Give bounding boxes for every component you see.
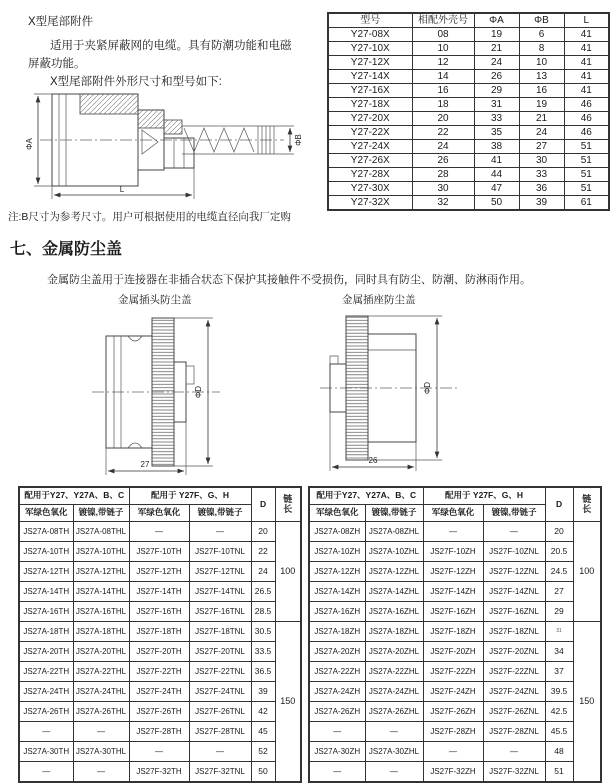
model-cell: JS27F-32ZNL xyxy=(483,762,545,783)
table-cell: 44 xyxy=(474,168,519,182)
model-cell: JS27F-20TH xyxy=(129,642,189,662)
table-row xyxy=(328,168,609,182)
d-value-cell: 48 xyxy=(545,742,573,762)
table-cell: 30 xyxy=(519,154,564,168)
table-row xyxy=(19,662,301,682)
column-header: 镀镍,带链子 xyxy=(483,505,545,522)
table-cell: 41 xyxy=(564,42,609,56)
model-cell: JS27A-24TH xyxy=(19,682,73,702)
d-value-cell: 27 xyxy=(545,582,573,602)
d-value-cell: 29 xyxy=(545,602,573,622)
model-cell: JS27A-22THL xyxy=(73,662,129,682)
model-cell: JS27A-12THL xyxy=(73,562,129,582)
table-cell: 18 xyxy=(412,98,474,112)
table-row xyxy=(19,622,301,642)
socket-cover-drawing-label: 金属插座防尘盖 xyxy=(342,294,416,306)
x-section-desc-line3: X型尾部附件外形尺寸和型号如下: xyxy=(50,76,222,88)
table-row xyxy=(328,126,609,140)
table-cell: Y27-28X xyxy=(328,168,412,182)
socket-dust-cover-drawing xyxy=(318,306,473,472)
d-value-cell: 24 xyxy=(251,562,275,582)
table-cell: Y27-30X xyxy=(328,182,412,196)
model-cell: JS27F-10TH xyxy=(129,542,189,562)
table-row xyxy=(328,140,609,154)
d-value-cell: 50 xyxy=(251,762,275,783)
table-row xyxy=(309,702,601,722)
model-cell: JS27A-12ZH xyxy=(309,562,365,582)
model-cell: JS27F-18TNL xyxy=(189,622,251,642)
column-header: 军绿色氧化 xyxy=(309,505,365,522)
table-cell: Y27-16X xyxy=(328,84,412,98)
table-row xyxy=(328,28,609,42)
d-value-cell: 30.5 xyxy=(251,622,275,642)
group-header-y27abc: 配用于Y27、Y27A、B、C xyxy=(19,487,129,505)
model-cell: JS27A-08THL xyxy=(73,522,129,542)
table-cell: Y27-14X xyxy=(328,70,412,84)
model-cell: JS27F-16ZH xyxy=(423,602,483,622)
table-row xyxy=(19,562,301,582)
table-row xyxy=(328,56,609,70)
model-cell: JS27A-10THL xyxy=(73,542,129,562)
model-cell: JS27A-08ZH xyxy=(309,522,365,542)
model-cell: JS27F-20ZH xyxy=(423,642,483,662)
group-header-y27fgh: 配用于 Y27F、G、H xyxy=(423,487,545,505)
column-header: 镀镍,带链子 xyxy=(365,505,423,522)
table-cell: Y27-18X xyxy=(328,98,412,112)
x-section-desc-line2: 屏蔽功能。 xyxy=(28,58,86,70)
table-row xyxy=(328,42,609,56)
model-cell: JS27A-18THL xyxy=(73,622,129,642)
d-value-cell: 24.5 xyxy=(545,562,573,582)
table-cell: 46 xyxy=(564,126,609,140)
model-cell: JS27A-16ZH xyxy=(309,602,365,622)
model-cell: — xyxy=(483,522,545,542)
d-value-cell: 20 xyxy=(251,522,275,542)
model-cell: JS27F-14TH xyxy=(129,582,189,602)
table-row xyxy=(328,154,609,168)
model-cell: JS27A-24ZH xyxy=(309,682,365,702)
table-cell: 32 xyxy=(412,196,474,211)
plug-phi-d-label: ΦD xyxy=(194,385,203,399)
d-value-cell: 52 xyxy=(251,742,275,762)
column-header-chain-length: 链长 xyxy=(275,487,301,522)
d-value-cell: 39 xyxy=(251,682,275,702)
model-cell: — xyxy=(423,522,483,542)
table-header-row xyxy=(328,13,609,28)
model-cell: JS27F-12TH xyxy=(129,562,189,582)
model-cell: JS27F-26ZH xyxy=(423,702,483,722)
d-value-cell: 42.5 xyxy=(545,702,573,722)
model-cell: JS27A-18TH xyxy=(19,622,73,642)
table-cell: 21 xyxy=(519,112,564,126)
model-cell: JS27F-28ZNL xyxy=(483,722,545,742)
model-cell: JS27F-14TNL xyxy=(189,582,251,602)
model-cell: JS27F-20TNL xyxy=(189,642,251,662)
table-row xyxy=(309,622,601,642)
model-cell: JS27A-24THL xyxy=(73,682,129,702)
model-cell: JS27F-28TNL xyxy=(189,722,251,742)
socket-width-dim-label: 26 xyxy=(368,456,378,465)
x-dimensions-table xyxy=(327,12,610,211)
table-cell: 16 xyxy=(412,84,474,98)
model-cell: JS27F-24TH xyxy=(129,682,189,702)
model-cell: JS27F-14ZH xyxy=(423,582,483,602)
table-cell: 13 xyxy=(519,70,564,84)
model-cell: JS27A-30THL xyxy=(73,742,129,762)
note-text: 注:B尺寸为参考尺寸。用户可根据使用的电缆直径向我厂定购 xyxy=(8,211,291,223)
table-row xyxy=(19,602,301,622)
model-cell: — xyxy=(73,762,129,783)
table-cell: 51 xyxy=(564,168,609,182)
model-cell: — xyxy=(129,522,189,542)
column-header: 型号 xyxy=(328,13,412,28)
column-header-d: D xyxy=(251,487,275,522)
table-row xyxy=(19,762,301,783)
table-cell: Y27-26X xyxy=(328,154,412,168)
d-value-cell: 36.5 xyxy=(251,662,275,682)
table-cell: 41 xyxy=(564,56,609,70)
model-cell: JS27F-12ZNL xyxy=(483,562,545,582)
phi-a-label: ΦA xyxy=(25,138,34,150)
table-cell: 6 xyxy=(519,28,564,42)
table-row xyxy=(328,196,609,211)
table-cell: 38 xyxy=(474,140,519,154)
table-group-header-row xyxy=(309,487,601,505)
table-cell: Y27-20X xyxy=(328,112,412,126)
section-seven-description: 金属防尘盖用于连接器在非插合状态下保护其接触件不受损伤，同时具有防尘、防潮、防淋雨作用。 xyxy=(47,274,531,286)
model-cell: JS27A-20TH xyxy=(19,642,73,662)
model-cell: JS27F-20ZNL xyxy=(483,642,545,662)
table-cell: 36 xyxy=(519,182,564,196)
table-cell: 08 xyxy=(412,28,474,42)
model-cell: — xyxy=(423,742,483,762)
plug-dust-cover-table xyxy=(18,486,302,783)
model-cell: JS27A-08ZHL xyxy=(365,522,423,542)
model-cell: JS27A-30ZH xyxy=(309,742,365,762)
model-cell: JS27F-28TH xyxy=(129,722,189,742)
table-row xyxy=(309,522,601,542)
model-cell: JS27A-22ZHL xyxy=(365,662,423,682)
model-cell: JS27A-08TH xyxy=(19,522,73,542)
model-cell: JS27A-14ZH xyxy=(309,582,365,602)
model-cell: — xyxy=(309,762,365,783)
table-row xyxy=(19,682,301,702)
table-row xyxy=(309,762,601,783)
column-header-chain-length: 链长 xyxy=(573,487,601,522)
model-cell: JS27A-30TH xyxy=(19,742,73,762)
column-header: 军绿色氧化 xyxy=(129,505,189,522)
table-cell: 35 xyxy=(474,126,519,140)
table-row xyxy=(309,602,601,622)
plug-dust-cover-drawing xyxy=(88,306,238,478)
d-value-cell: 39.5 xyxy=(545,682,573,702)
table-cell: 39 xyxy=(519,196,564,211)
x-section-title: X型尾部附件 xyxy=(28,16,94,28)
model-cell: JS27A-26ZHL xyxy=(365,702,423,722)
table-row xyxy=(19,742,301,762)
x-section-desc-line1: 适用于夹紧屏蔽网的电缆。具有防潮功能和电磁 xyxy=(50,40,292,52)
table-cell: 47 xyxy=(474,182,519,196)
model-cell: JS27F-10TNL xyxy=(189,542,251,562)
table-row xyxy=(19,702,301,722)
table-cell: 61 xyxy=(564,196,609,211)
model-cell: JS27A-26ZH xyxy=(309,702,365,722)
d-value-cell: 42 xyxy=(251,702,275,722)
chain-length-cell: 150 xyxy=(573,622,601,783)
model-cell: JS27A-16TH xyxy=(19,602,73,622)
model-cell: JS27A-18ZH xyxy=(309,622,365,642)
model-cell: JS27A-16ZHL xyxy=(365,602,423,622)
table-row xyxy=(19,642,301,662)
model-cell: JS27F-26ZNL xyxy=(483,702,545,722)
model-cell: JS27F-18ZH xyxy=(423,622,483,642)
table-cell: 31 xyxy=(474,98,519,112)
table-row xyxy=(309,682,601,702)
model-cell: JS27A-10ZHL xyxy=(365,542,423,562)
model-cell: JS27A-14TH xyxy=(19,582,73,602)
table-cell: 24 xyxy=(412,140,474,154)
model-cell: JS27F-22TH xyxy=(129,662,189,682)
table-cell: 10 xyxy=(519,56,564,70)
table-row xyxy=(19,582,301,602)
d-value-cell: 45.5 xyxy=(545,722,573,742)
table-cell: 21 xyxy=(474,42,519,56)
column-header: ΦA xyxy=(474,13,519,28)
socket-dust-cover-table xyxy=(308,486,602,783)
model-cell: JS27A-24ZHL xyxy=(365,682,423,702)
table-cell: 41 xyxy=(564,84,609,98)
table-cell: Y27-24X xyxy=(328,140,412,154)
model-cell: — xyxy=(309,722,365,742)
model-cell: JS27F-32ZH xyxy=(423,762,483,783)
l-dim-label: L xyxy=(119,185,125,194)
model-cell: JS27F-18TH xyxy=(129,622,189,642)
table-cell: 33 xyxy=(474,112,519,126)
table-cell: 27 xyxy=(519,140,564,154)
model-cell: — xyxy=(483,742,545,762)
model-cell: JS27F-18ZNL xyxy=(483,622,545,642)
table-cell: 33 xyxy=(519,168,564,182)
table-row xyxy=(328,98,609,112)
column-header: ΦB xyxy=(519,13,564,28)
chain-length-cell: 100 xyxy=(573,522,601,622)
model-cell: JS27A-16THL xyxy=(73,602,129,622)
model-cell: — xyxy=(19,722,73,742)
d-value-cell: 20 xyxy=(545,522,573,542)
column-header: 相配外壳号 xyxy=(412,13,474,28)
table-cell: 19 xyxy=(474,28,519,42)
table-cell: 16 xyxy=(519,84,564,98)
d-value-cell: 22 xyxy=(251,542,275,562)
model-cell: JS27A-10ZH xyxy=(309,542,365,562)
d-value-cell: 51 xyxy=(545,762,573,783)
d-value-cell: 37 xyxy=(545,662,573,682)
model-cell: JS27F-22ZH xyxy=(423,662,483,682)
table-cell: 14 xyxy=(412,70,474,84)
model-cell: JS27A-26THL xyxy=(73,702,129,722)
d-value-cell: 20.5 xyxy=(545,542,573,562)
model-cell: JS27F-22TNL xyxy=(189,662,251,682)
table-cell: 24 xyxy=(474,56,519,70)
table-row xyxy=(328,182,609,196)
model-cell: JS27A-22TH xyxy=(19,662,73,682)
table-cell: Y27-10X xyxy=(328,42,412,56)
plug-cover-drawing-label: 金属插头防尘盖 xyxy=(118,294,192,306)
model-cell: — xyxy=(189,742,251,762)
model-cell: JS27F-24TNL xyxy=(189,682,251,702)
table-cell: 51 xyxy=(564,182,609,196)
table-cell: 30 xyxy=(412,182,474,196)
table-cell: Y27-22X xyxy=(328,126,412,140)
table-row xyxy=(309,542,601,562)
table-row xyxy=(19,542,301,562)
table-cell: 26 xyxy=(474,70,519,84)
d-value-cell: 34 xyxy=(545,642,573,662)
table-cell: 41 xyxy=(564,28,609,42)
table-cell: 51 xyxy=(564,154,609,168)
x-tail-accessory-drawing xyxy=(22,86,322,204)
table-cell: 19 xyxy=(519,98,564,112)
d-value-cell: 28.5 xyxy=(251,602,275,622)
plug-width-dim-label: 27 xyxy=(140,460,150,469)
model-cell: JS27F-24ZNL xyxy=(483,682,545,702)
model-cell: JS27A-14ZHL xyxy=(365,582,423,602)
table-cell: 26 xyxy=(412,154,474,168)
model-cell: JS27A-14THL xyxy=(73,582,129,602)
table-cell: 24 xyxy=(519,126,564,140)
column-header-d: D xyxy=(545,487,573,522)
model-cell: JS27F-10ZNL xyxy=(483,542,545,562)
table-cell: Y27-08X xyxy=(328,28,412,42)
model-cell: — xyxy=(365,722,423,742)
table-cell: Y27-12X xyxy=(328,56,412,70)
column-header: 军绿色氧化 xyxy=(423,505,483,522)
table-row xyxy=(309,662,601,682)
table-cell: 12 xyxy=(412,56,474,70)
socket-phi-d-label: ΦD xyxy=(423,381,432,395)
table-row xyxy=(328,70,609,84)
model-cell: JS27A-12TH xyxy=(19,562,73,582)
table-row xyxy=(309,562,601,582)
model-cell: JS27F-32TNL xyxy=(189,762,251,783)
model-cell: JS27A-20ZH xyxy=(309,642,365,662)
d-value-cell: 31 xyxy=(545,622,573,642)
table-row xyxy=(328,84,609,98)
table-cell: Y27-32X xyxy=(328,196,412,211)
model-cell: — xyxy=(19,762,73,783)
table-cell: 29 xyxy=(474,84,519,98)
table-row xyxy=(19,722,301,742)
model-cell: — xyxy=(189,522,251,542)
model-cell: JS27F-14ZNL xyxy=(483,582,545,602)
model-cell: JS27F-16TNL xyxy=(189,602,251,622)
table-row xyxy=(309,582,601,602)
table-cell: 50 xyxy=(474,196,519,211)
model-cell: JS27A-10TH xyxy=(19,542,73,562)
model-cell: — xyxy=(365,762,423,783)
model-cell: JS27A-20ZHL xyxy=(365,642,423,662)
chain-length-cell: 150 xyxy=(275,622,301,783)
table-cell: 46 xyxy=(564,98,609,112)
model-cell: JS27F-26TH xyxy=(129,702,189,722)
section-seven-title: 七、金属防尘盖 xyxy=(10,241,123,258)
group-header-y27fgh: 配用于 Y27F、G、H xyxy=(129,487,251,505)
column-header: L xyxy=(564,13,609,28)
table-cell: 22 xyxy=(412,126,474,140)
model-cell: JS27F-26TNL xyxy=(189,702,251,722)
column-header: 军绿色氧化 xyxy=(19,505,73,522)
model-cell: JS27A-12ZHL xyxy=(365,562,423,582)
model-cell: JS27A-18ZHL xyxy=(365,622,423,642)
model-cell: JS27F-32TH xyxy=(129,762,189,783)
table-row xyxy=(19,522,301,542)
table-cell: 46 xyxy=(564,112,609,126)
table-cell: 51 xyxy=(564,140,609,154)
model-cell: JS27A-20THL xyxy=(73,642,129,662)
model-cell: JS27A-26TH xyxy=(19,702,73,722)
model-cell: — xyxy=(73,722,129,742)
table-group-header-row xyxy=(19,487,301,505)
table-cell: 10 xyxy=(412,42,474,56)
d-value-cell: 26.5 xyxy=(251,582,275,602)
table-row xyxy=(328,112,609,126)
model-cell: JS27F-12ZH xyxy=(423,562,483,582)
model-cell: JS27F-22ZNL xyxy=(483,662,545,682)
d-value-cell: 45 xyxy=(251,722,275,742)
table-cell: 8 xyxy=(519,42,564,56)
model-cell: JS27F-24ZH xyxy=(423,682,483,702)
table-cell: 28 xyxy=(412,168,474,182)
d-value-cell: 33.5 xyxy=(251,642,275,662)
table-cell: 41 xyxy=(564,70,609,84)
model-cell: JS27A-22ZH xyxy=(309,662,365,682)
model-cell: JS27F-28ZH xyxy=(423,722,483,742)
table-row xyxy=(309,642,601,662)
model-cell: JS27A-30ZHL xyxy=(365,742,423,762)
table-row xyxy=(309,722,601,742)
chain-length-cell: 100 xyxy=(275,522,301,622)
table-cell: 20 xyxy=(412,112,474,126)
table-cell: 41 xyxy=(474,154,519,168)
column-header: 镀镍,带链子 xyxy=(73,505,129,522)
model-cell: JS27F-16TH xyxy=(129,602,189,622)
table-row xyxy=(309,742,601,762)
model-cell: JS27F-10ZH xyxy=(423,542,483,562)
column-header: 镀镍,带链子 xyxy=(189,505,251,522)
group-header-y27abc: 配用于Y27、Y27A、B、C xyxy=(309,487,423,505)
model-cell: JS27F-12TNL xyxy=(189,562,251,582)
phi-b-label: ΦB xyxy=(294,134,303,146)
model-cell: — xyxy=(129,742,189,762)
model-cell: JS27F-16ZNL xyxy=(483,602,545,622)
